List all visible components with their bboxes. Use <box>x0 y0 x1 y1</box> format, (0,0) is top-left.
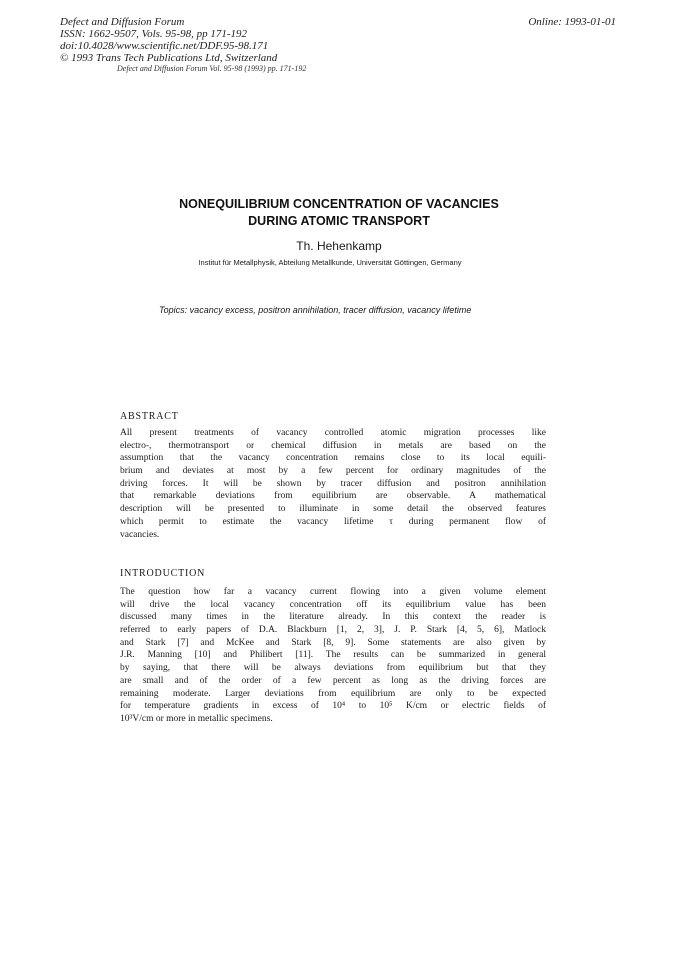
introduction-line: discussed many times in the literature already. In this context the reader is <box>120 612 546 623</box>
introduction-line: are small and of the order of a few percent as long as the driving forces are <box>120 675 546 686</box>
introduction-line: will drive the local vacancy concentration off its equilibrium value has been <box>120 599 546 610</box>
introduction-line: J.R. Manning [10] and Philibert [11]. The results can be summarized in general <box>120 650 546 661</box>
title-line: DURING ATOMIC TRANSPORT <box>248 214 430 228</box>
abstract-body <box>120 427 546 541</box>
abstract-line: assumption that the vacancy concentration remains close to its local equili- <box>120 453 546 464</box>
abstract-line: electro-, thermotransport or chemical diffusion in metals are based on the <box>120 440 546 451</box>
introduction-line: and Stark [7] and McKee and Stark [8, 9]. Some statements are also given by <box>120 637 546 648</box>
introduction-line: referred to early papers of D.A. Blackburn [1, 2, 3], J. P. Stark [4, 5, 6], Matlock <box>120 625 546 636</box>
abstract-line: All present treatments of vacancy controlled atomic migration processes like <box>120 428 546 438</box>
doi-line: doi:10.4028/www.scientific.net/DDF.95-98.171 <box>60 40 269 52</box>
introduction-line: by saying, that there will be always deviations from equilibrium but that they <box>120 663 546 674</box>
publication-meta <box>60 16 277 64</box>
running-head: Defect and Diffusion Forum Vol. 95-98 (1993) pp. 171-192 <box>117 64 307 73</box>
abstract-line: description will be presented to illuminate in some detail the observed features <box>120 504 546 515</box>
online-date: Online: 1993-01-01 <box>528 16 616 28</box>
author-name: Th. Hehenkamp <box>296 239 382 253</box>
introduction-heading: INTRODUCTION <box>120 568 206 579</box>
introduction-line: remaining moderate. Larger deviations from equilibrium are only to be expected <box>120 688 546 699</box>
abstract-heading: ABSTRACT <box>120 411 179 422</box>
introduction-body <box>120 586 546 726</box>
journal-name: Defect and Diffusion Forum <box>60 16 185 28</box>
introduction-line: The question how far a vacancy current flowing into a given volume element <box>120 587 546 597</box>
copyright-line: © 1993 Trans Tech Publications Ltd, Switzerland <box>60 52 278 64</box>
abstract-line: which permit to estimate the vacancy lifetime τ during permanent flow of <box>120 516 546 527</box>
author-affiliation: Institut für Metallphysik, Abteilung Metallkunde, Universität Göttingen, Germany <box>198 258 462 267</box>
abstract-line: that remarkable deviations from equilibrium are observable. A mathematical <box>120 491 546 502</box>
abstract-line: driving forces. It will be shown by tracer diffusion and positron annihilation <box>120 478 546 489</box>
title-line: NONEQUILIBRIUM CONCENTRATION OF VACANCIES <box>179 197 499 211</box>
introduction-line: 10³V/cm or more in metallic specimens. <box>120 713 273 724</box>
paper-title <box>0 196 678 230</box>
abstract-line: vacancies. <box>120 529 160 540</box>
issn-line: ISSN: 1662-9507, Vols. 95-98, pp 171-192 <box>60 28 247 40</box>
topics-line: Topics: vacancy excess, positron annihilation, tracer diffusion, vacancy lifetime <box>159 305 472 315</box>
abstract-line: brium and deviates at most by a few percent for ordinary magnitudes of the <box>120 466 546 477</box>
introduction-line: for temperature gradients in excess of 10⁴ to 10⁵ K/cm or electric fields of <box>120 701 546 712</box>
